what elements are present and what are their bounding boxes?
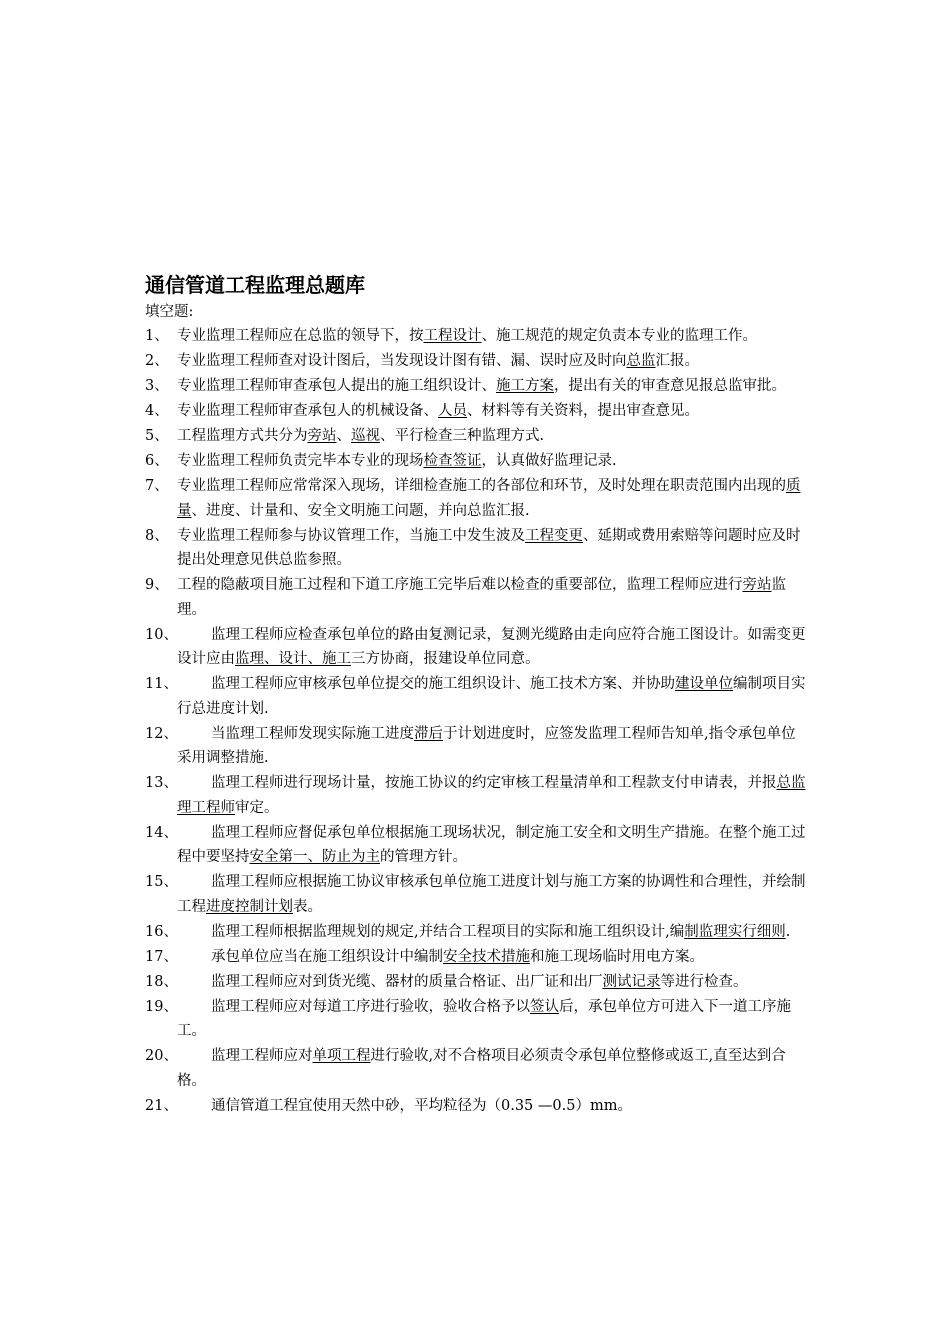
answer-blank: 滞后 <box>414 725 443 742</box>
question-text <box>177 920 810 945</box>
question-text <box>177 399 810 424</box>
answer-blank: 制监理实行细则 <box>684 923 786 940</box>
answer-blank: 单项工程 <box>312 1048 371 1064</box>
question-text-segment: 表。 <box>293 898 322 915</box>
question-text <box>177 324 810 349</box>
answer-blank: 总监 <box>626 353 656 369</box>
question-text-segment: 工程的隐蔽项目施工过程和下道工序施工完毕后难以检查的重要部位，监理工程师应进行 <box>177 577 743 593</box>
question-text-segment: 当监理工程师发现实际施工进度 <box>211 725 414 742</box>
answer-blank: 安全技术措施 <box>443 948 530 965</box>
question-text-segment: . <box>785 923 791 940</box>
answer-blank: 安全第一、防止为主 <box>249 849 380 865</box>
question-text-segment: 、平行检查三种监理方式. <box>380 428 545 444</box>
question-text-segment: 监理工程师根据监理规划的规定,并结合工程项目的实际和施工组织设计,编 <box>211 923 685 940</box>
question-text-segment: 审定。 <box>235 799 279 816</box>
question-item <box>145 920 810 945</box>
answer-blank: 进度控制计划 <box>206 898 293 915</box>
answer-blank: 旁站 <box>742 577 772 593</box>
answer-blank: 监理、设计、施工 <box>235 651 351 667</box>
question-item <box>145 449 810 474</box>
question-text <box>177 524 810 573</box>
question-item <box>145 970 810 995</box>
question-text <box>177 870 810 919</box>
question-text-segment: 监理工程师应审核承包单位提交的施工组织设计、施工技术方案、并协助 <box>211 676 675 692</box>
question-text <box>177 970 810 995</box>
question-number: 10、 <box>145 626 178 643</box>
question-text-segment: 三方协商，报建设单位同意。 <box>351 651 540 667</box>
question-text-segment: 专业监理工程师审查承包人的机械设备、 <box>177 403 438 419</box>
question-text-segment: 、材料等有关资料，提出审查意见。 <box>467 403 699 419</box>
question-text <box>177 424 810 449</box>
question-text <box>177 722 810 771</box>
question-text-segment: 监理工程师应对 <box>211 1048 313 1064</box>
question-text-segment: 监理工程师进行现场计量，按施工协议的约定审核工程量清单和工程款支付申请表，并报 <box>211 775 777 791</box>
question-text-segment: 专业监理工程师应在总监的领导下，按 <box>177 328 424 344</box>
question-number: 15、 <box>145 874 178 890</box>
answer-blank: 签认 <box>530 998 559 1015</box>
question-item <box>145 524 810 573</box>
question-number: 12、 <box>145 725 178 742</box>
question-text <box>177 821 810 870</box>
question-number: 9、 <box>145 577 169 593</box>
question-text-segment: 、施工规范的规定负责本专业的监理工作。 <box>481 328 757 344</box>
question-text-segment: 等进行检查。 <box>660 973 748 990</box>
answer-blank: 人员 <box>438 403 467 419</box>
question-item <box>145 672 810 721</box>
question-text <box>177 771 810 820</box>
question-item <box>145 945 810 970</box>
answer-blank: 工程变更 <box>525 527 583 544</box>
question-text <box>177 374 810 399</box>
question-text <box>177 1044 810 1093</box>
question-number: 16、 <box>145 923 178 940</box>
question-text-segment: 进行验收,对不合格项目必须责令承包单位整修或返工,直至达到合格。 <box>177 1048 786 1089</box>
question-text-segment: 监理工程师应检查承包单位的路由复测记录，复测光缆路由走向应符合施工图设计。如需变更设计应由 <box>177 626 806 667</box>
question-number: 11、 <box>145 676 178 692</box>
question-text-segment: ，提出有关的审查意见报总监审批。 <box>554 378 786 394</box>
question-number: 4、 <box>145 403 169 419</box>
question-text-segment: 监理工程师应根据施工协议审核承包单位施工进度计划与施工方案的协调性和合理性，并绘制工程 <box>177 874 806 915</box>
question-text-segment: 编制项目实行总进度计划. <box>177 676 806 717</box>
question-item <box>145 374 810 399</box>
question-number: 21、 <box>145 1097 178 1114</box>
question-list <box>145 324 810 1119</box>
question-item <box>145 1094 810 1119</box>
question-number: 8、 <box>145 527 169 544</box>
question-text <box>177 573 810 622</box>
answer-blank: 检查签证 <box>423 453 482 469</box>
question-item <box>145 424 810 449</box>
question-text <box>177 474 810 523</box>
question-number: 19、 <box>145 998 178 1015</box>
question-number: 18、 <box>145 973 178 990</box>
question-item <box>145 623 810 672</box>
question-number: 20、 <box>145 1048 178 1064</box>
question-text-segment: 专业监理工程师负责完毕本专业的现场 <box>177 453 424 469</box>
answer-blank: 建设单位 <box>675 676 733 692</box>
question-number: 2、 <box>145 353 169 369</box>
question-text-segment: 于计划进度时，应签发监理工程师告知单,指令承包单位采用调整措施. <box>177 725 796 766</box>
question-text <box>177 349 810 374</box>
question-text-segment: ，认真做好监理记录. <box>481 453 617 469</box>
question-text <box>177 623 810 672</box>
document-title: 通信管道工程监理总题库 <box>145 273 365 297</box>
question-item <box>145 474 810 523</box>
question-item <box>145 573 810 622</box>
question-number: 6、 <box>145 453 169 469</box>
question-text <box>177 1094 810 1119</box>
question-item <box>145 349 810 374</box>
question-item <box>145 870 810 919</box>
question-text-segment: 、延期或费用索赔等问题时应及时提出处理意见供总监参照。 <box>177 527 801 568</box>
question-text-segment: 监理工程师应督促承包单位根据施工现场状况，制定施工安全和文明生产措施。在整个施工过程中要坚持 <box>177 824 806 865</box>
question-item <box>145 771 810 820</box>
question-number: 5、 <box>145 428 169 444</box>
question-text-segment: 专业监理工程师审查承包人提出的施工组织设计、 <box>177 378 496 394</box>
answer-blank: 巡视 <box>351 428 380 444</box>
question-text-segment: 的管理方针。 <box>380 849 467 865</box>
answer-blank: 质量 <box>177 478 801 519</box>
question-number: 7、 <box>145 478 169 494</box>
question-number: 14、 <box>145 824 178 841</box>
question-text-segment: 通信管道工程宜使用天然中砂，平均粒径为（0.35 —0.5）mm。 <box>211 1097 632 1114</box>
question-text-segment: 后，承包单位方可进入下一道工序施工。 <box>177 998 791 1039</box>
question-item <box>145 821 810 870</box>
answer-blank: 工程设计 <box>423 328 482 344</box>
question-text-segment: 专业监理工程师查对设计图后，当发现设计图有错、漏、误时应及时向 <box>177 353 627 369</box>
answer-blank: 旁站 <box>307 428 337 444</box>
question-item <box>145 722 810 771</box>
question-text-segment: 专业监理工程师参与协议管理工作，当施工中发生波及 <box>177 527 525 544</box>
section-label: 填空题: <box>145 304 194 320</box>
question-text-segment: 工程监理方式共分为 <box>177 428 308 444</box>
question-item <box>145 1044 810 1093</box>
question-text <box>177 995 810 1044</box>
question-number: 1、 <box>145 328 169 344</box>
question-number: 17、 <box>145 948 178 965</box>
question-text-segment: 专业监理工程师应常常深入现场，详细检查施工的各部位和环节，及时处理在职责范围内出现的 <box>177 478 786 494</box>
question-item <box>145 399 810 424</box>
question-text <box>177 449 810 474</box>
question-text-segment: 监理工程师应对到货光缆、器材的质量合格证、出厂证和出厂 <box>211 973 603 990</box>
question-text <box>177 945 810 970</box>
answer-blank: 总监理工程师 <box>177 775 806 816</box>
question-text <box>177 672 810 721</box>
question-item <box>145 324 810 349</box>
question-text-segment: 和施工现场临时用电方案。 <box>530 948 704 965</box>
answer-blank: 测试记录 <box>602 973 661 990</box>
question-text-segment: 承包单位应当在施工组织设计中编制 <box>211 948 443 965</box>
question-text-segment: 监理工程师应对每道工序进行验收，验收合格予以 <box>211 998 530 1015</box>
question-text-segment: 、进度、计量和、安全文明施工问题，并向总监汇报. <box>191 502 530 519</box>
question-item <box>145 995 810 1044</box>
question-text-segment: 汇报。 <box>655 353 699 369</box>
answer-blank: 施工方案 <box>496 378 554 394</box>
question-text-segment: 、 <box>336 428 351 444</box>
question-number: 13、 <box>145 775 178 791</box>
question-number: 3、 <box>145 378 169 394</box>
question-text-segment: 监理。 <box>177 577 786 618</box>
